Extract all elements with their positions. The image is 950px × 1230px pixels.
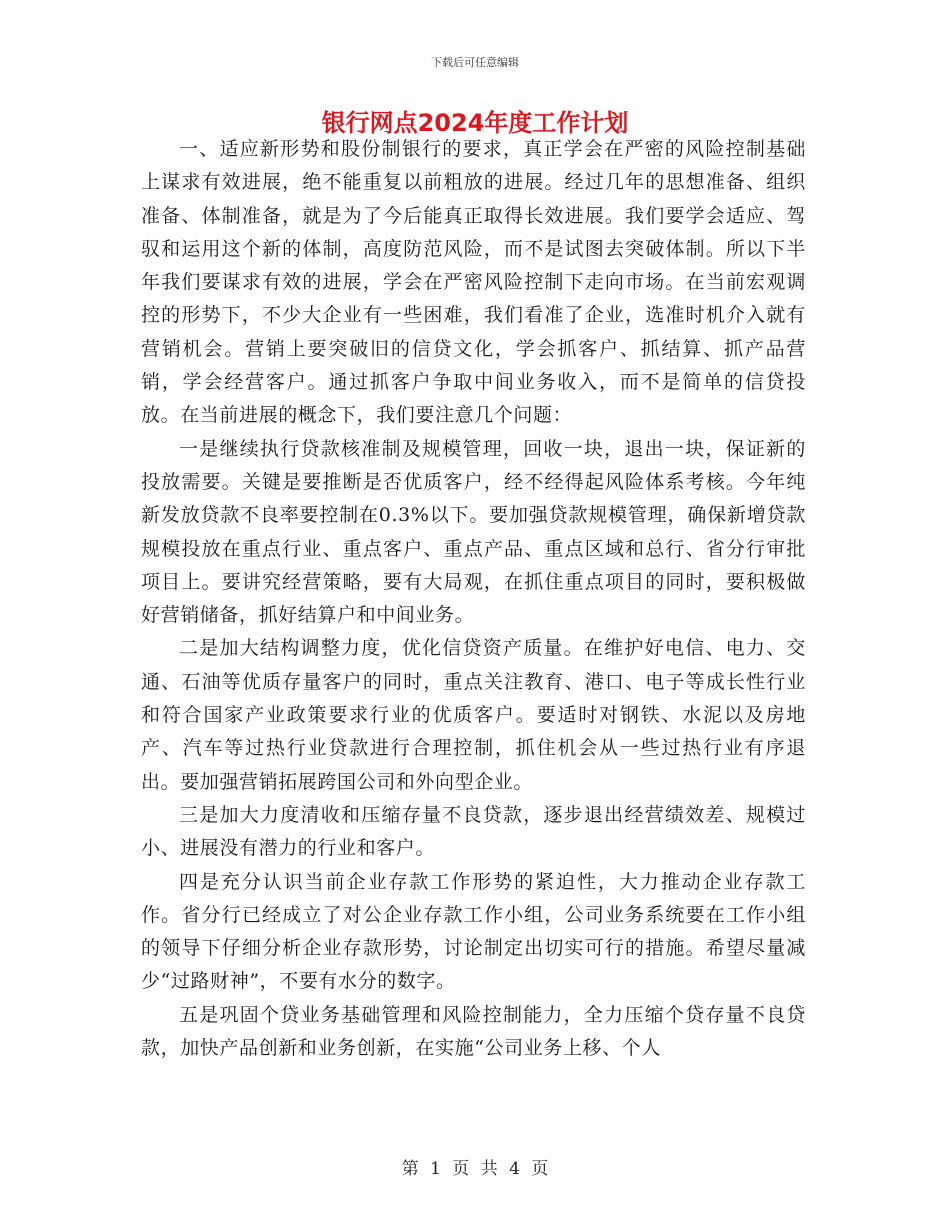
paragraph-point-1: 一是继续执行贷款核准制及规模管理，回收一块，退出一块，保证新的投放需要。关键是要推断是否优质客户，经不经得起风险体系考核。今年纯新发放贷款不良率要控制在0.3%以下。要加强贷款规模管理，确保新增贷款规模投放在重点行业、重点客户、重点产品、重点区域和总行、省分行审批项目上。要讲究经营策略，要有大局观，在抓住重点项目的同时，要积极做好营销储备，抓好结算户和中间业务。 [141, 437, 806, 627]
paragraph-point-5: 五是巩固个贷业务基础管理和风险控制能力，全力压缩个贷存量不良贷款，加快产品创新和业务创新，在实施“公司业务上移、个人 [141, 1003, 806, 1060]
paragraph-point-2: 二是加大结构调整力度，优化信贷资产质量。在维护好电信、电力、交通、石油等优质存量客户的同时，重点关注教育、港口、电子等成长性行业和符合国家产业政策要求行业的优质客户。要适时对钢铁、水泥以及房地产、汽车等过热行业贷款进行合理控制，抓住机会从一些过热行业有序退出。要加强营销拓展跨国公司和外向型企业。 [141, 637, 806, 793]
paragraph-point-4: 四是充分认识当前企业存款工作形势的紧迫性，大力推动企业存款工作。省分行已经成立了对公企业存款工作小组，公司业务系统要在工作小组的领导下仔细分析企业存款形势，讨论制定出切实可行的措施。希望尽量减少“过路财神”，不要有水分的数字。 [141, 870, 806, 993]
document-body [141, 133, 806, 1065]
page-number-footer: 第 1 页 共 4 页 [401, 1159, 549, 1179]
document-title: 银行网点2024年度工作计划 [321, 109, 629, 137]
paragraph-point-3: 三是加大力度清收和压缩存量不良贷款，逐步退出经营绩效差、规模过小、进展没有潜力的行业和客户。 [141, 803, 806, 860]
paragraph-intro: 一、适应新形势和股份制银行的要求，真正学会在严密的风险控制基础上谋求有效进展，绝不能重复以前粗放的进展。经过几年的思想准备、组织准备、体制准备，就是为了今后能真正取得长效进展。我们要学会适应、驾驭和运用这个新的体制，高度防范风险，而不是试图去突破体制。所以下半年我们要谋求有效的进展，学会在严密风险控制下走向市场。在当前宏观调控的形势下，不少大企业有一些困难，我们看准了企业，选准时机介入就有营销机会。营销上要突破旧的信贷文化，学会抓客户、抓结算、抓产品营销，学会经营客户。通过抓客户争取中间业务收入，而不是简单的信贷投放。在当前进展的概念下，我们要注意几个问题： [141, 138, 806, 427]
page-header-note: 下载后可任意编辑 [431, 56, 519, 69]
